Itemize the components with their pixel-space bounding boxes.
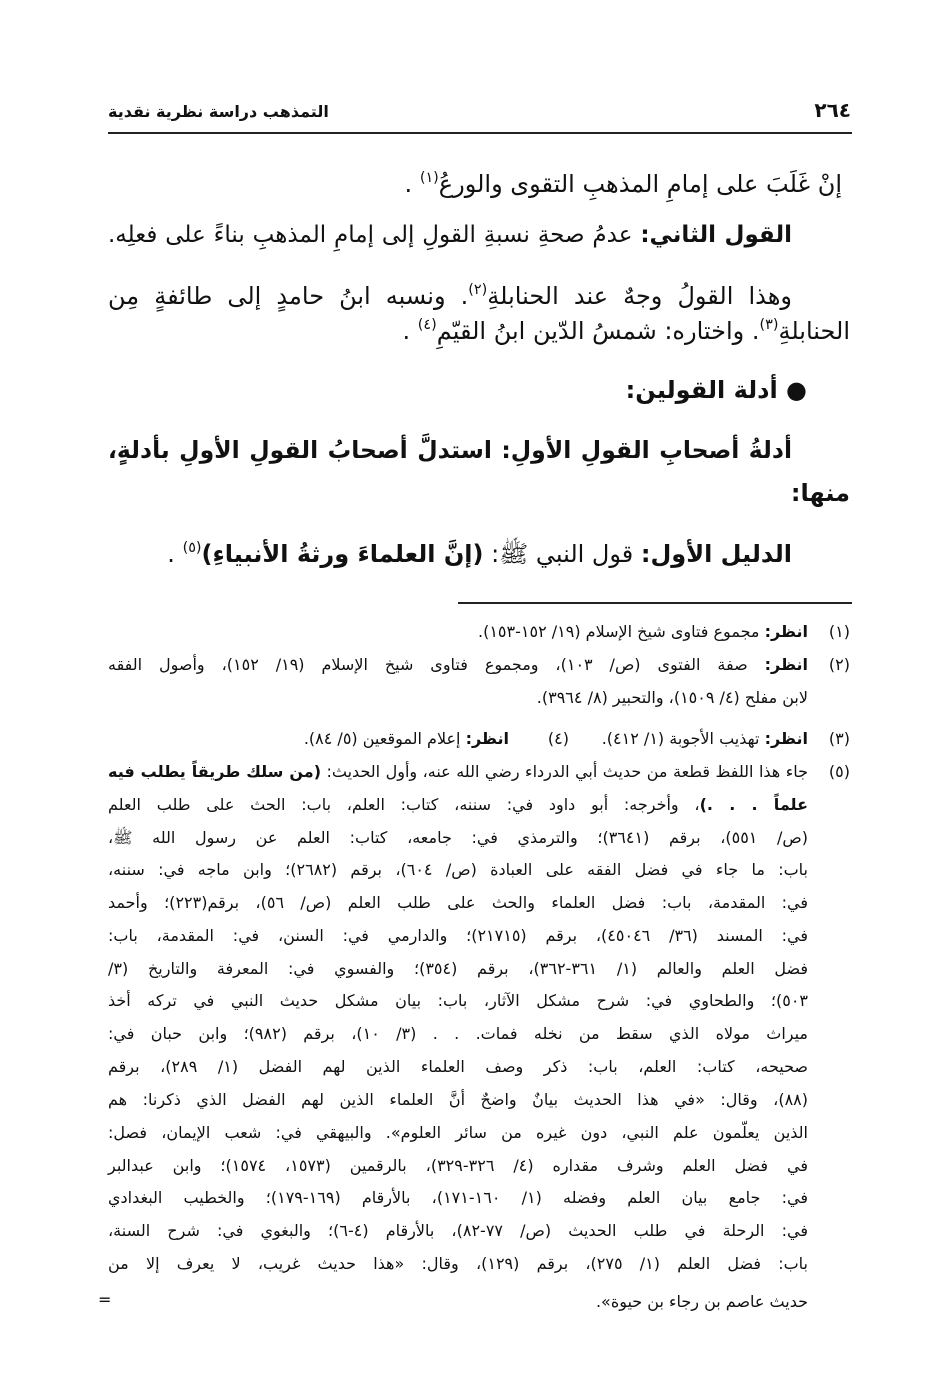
footnote-line [108, 922, 808, 950]
footnote-line [108, 684, 808, 712]
text-segment: . [404, 170, 420, 199]
text-segment: (إنَّ العلماءَ ورثةُ الأنبياءِ) [201, 540, 484, 569]
main-text-line [108, 215, 852, 255]
text-segment: إعلام الموقعين (٥/ ٨٤). [303, 729, 466, 748]
text-segment: انظر: [764, 729, 808, 748]
footnote-line [108, 955, 808, 983]
text-segment: فضل العلم والعالم (١/ ٣٦١-٣٦٢)، برقم (٣٥٤)؛ والفسوي في: المعرفة والتاريخ (٣/ [108, 959, 808, 978]
footnote-line [108, 1152, 808, 1180]
main-text-line [108, 430, 852, 470]
text-segment: مجموع فتاوى شيخ الإسلام (١٩/ ١٥٢-١٥٣). [477, 622, 765, 641]
text-segment: انظر: [764, 655, 809, 674]
running-header-title: التمذهب دراسة نظرية نقدية [108, 102, 329, 121]
text-segment: تهذيب الأجوبة (١/ ٤١٢). [601, 729, 765, 748]
text-segment: في: المسند (٣٦/ ٤٥٠٤٦)، برقم (٢١٧١٥)؛ والدارمي في: السنن، في: المقدمة، باب: [108, 926, 808, 945]
main-text-line [108, 370, 852, 410]
text-segment: ، وأخرجه: أبو داود في: سننه، كتاب: العلم، باب: الحث على طلب العلم [108, 795, 700, 814]
header-rule [108, 132, 852, 134]
text-segment: (٨٨)، وقال: «في هذا الحديث بيانٌ واضحٌ أنَّ العلماء الذين لهم الفضل الذي ذكرنا: هم [108, 1090, 808, 1109]
main-text-line [108, 528, 852, 574]
footnote-line [108, 1053, 808, 1081]
footnote-line [108, 1184, 808, 1212]
continuation-mark: = [98, 1290, 112, 1309]
text-segment: انظر: [764, 622, 808, 641]
footnote-line [108, 856, 808, 884]
text-segment: . [402, 317, 418, 346]
text-segment: القول الثاني: [640, 222, 792, 248]
text-segment: في فضل العلم وشرف مقداره (٤/ ٣٢٦-٣٢٩)، بالرقمين (١٥٧٣، ١٥٧٤)؛ وابن عبدالبر [108, 1156, 808, 1175]
text-segment: وهذا القولُ وجهٌ عند الحنابلةِ [487, 282, 792, 311]
footnote-line [189, 725, 509, 753]
text-segment: . ونسبه ابنُ حامدٍ إلى طائفةٍ مِن [108, 282, 469, 311]
page-number: ٢٦٤ [814, 98, 851, 122]
text-segment: منها: [790, 479, 850, 507]
text-segment: عدمُ صحةِ نسبةِ القولِ إلى إمامِ المذهبِ بناءً على فعلِه. [108, 222, 641, 248]
footnote-number: (٣) [828, 729, 850, 748]
text-segment: إنْ غَلَبَ على إمامِ المذهبِ التقوى والورعُ [438, 170, 842, 199]
footnote-line [108, 758, 808, 786]
text-segment: باب: ما جاء في فضل الفقه على العبادة (ص/ ٦٠٤)، برقم (٢٦٨٢)؛ وابن ماجه في: سننه، [108, 860, 808, 879]
footnote-reference: (٥) [182, 540, 202, 556]
text-segment: (ص/ ٥٥١)، برقم (٣٦٤١)؛ والترمذي في: جامعه، كتاب: العلم عن رسول الله ﷺ، [108, 828, 808, 847]
text-segment: انظر: [465, 729, 509, 748]
footnote-line [108, 618, 808, 646]
text-segment: أدلةُ أصحابِ القولِ الأولِ: استدلَّ أصحابُ القولِ الأولِ بأدلةٍ، [108, 436, 792, 464]
footnote-number: (٥) [828, 762, 850, 781]
text-segment: (من سلك طريقاً يطلب فيه [108, 762, 322, 781]
footnote-line [558, 725, 808, 753]
footnote-line [108, 1086, 808, 1114]
text-segment: باب: فضل العلم (١/ ٢٧٥)، برقم (١٢٩)، وقال: «هذا حديث غريب، لا يعرف إلا من [108, 1254, 809, 1273]
footnote-number: (٢) [828, 655, 850, 674]
footnote-line [108, 791, 808, 819]
footnote-line [108, 889, 808, 917]
text-segment: حديث عاصم بن رجاء بن حيوة». [595, 1292, 808, 1311]
footnote-reference: (٤) [417, 317, 437, 333]
text-segment: ميراث مولاه الذي سقط من نخله فمات. . . (٣/ ١٠)، برقم (٩٨٢)؛ وابن حبان في: [108, 1024, 809, 1043]
footnote-line [108, 1119, 808, 1147]
text-segment: . [167, 540, 183, 569]
main-text-line [108, 473, 852, 513]
text-segment: الحنابلةِ [778, 317, 850, 346]
text-segment: ٥٠٣)؛ والطحاوي في: شرح مشكل الآثار، باب: بيان مشكل حديث النبي في تركه أخذ [108, 991, 808, 1010]
text-segment: جاء هذا اللفظ قطعة من حديث أبي الدرداء رضي الله عنه، وأول الحديث: [321, 762, 809, 781]
text-segment: علماً . . .) [699, 795, 809, 814]
footnote-line [108, 987, 808, 1015]
text-segment: صحيحه، كتاب: العلم، باب: ذكر وصف العلماء الذين لهم الفضل (١/ ٢٨٩)، برقم [108, 1057, 809, 1076]
footnote-line [108, 1288, 808, 1316]
text-segment: لابن مفلح (٤/ ١٥٠٩)، والتحبير (٨/ ٣٩٦٤). [536, 688, 808, 707]
footnote-separator [458, 602, 852, 604]
footnote-line [108, 1020, 808, 1048]
footnote-line [108, 1217, 808, 1245]
main-text-line [108, 158, 852, 204]
footnote-reference: (٣) [759, 317, 779, 333]
main-text-line [108, 305, 852, 351]
text-segment: في: جامع بيان العلم وفضله (١/ ١٦٠-١٧١)، بالأرقام (١٦٩-١٧٩)؛ والخطيب البغدادي [108, 1188, 808, 1207]
footnote-reference: (١) [419, 170, 439, 186]
text-segment: في: الرحلة في طلب الحديث (ص/ ٧٧-٨٢)، بالأرقام (٤-٦)؛ والبغوي في: شرح السنة، [108, 1221, 808, 1240]
footnote-reference: (٢) [468, 282, 488, 298]
text-segment: صفة الفتوى (ص/ ١٠٣)، ومجموع فتاوى شيخ الإسلام (١٩/ ١٥٢)، وأصول الفقه [108, 655, 765, 674]
footnote-line [108, 824, 808, 852]
footnote-line [108, 1250, 808, 1278]
text-segment: . واختاره: شمسُ الدّين ابنُ القيّمِ [436, 317, 760, 346]
text-segment: ● أدلة القولين: [625, 376, 807, 404]
text-segment: الذين يعلّمون علم النبي، دون غيره من سائر العلوم». والبيهقي في: شعب الإيمان، فصل: [108, 1123, 808, 1142]
footnote-line [108, 651, 808, 679]
text-segment: الدليل الأول: [640, 540, 792, 569]
text-segment: قول النبي ﷺ: [483, 540, 641, 569]
text-segment: في: المقدمة، باب: فضل العلماء والحث على طلب العلم (ص/ ٥٦)، برقم(٢٢٣)؛ وأحمد [108, 893, 809, 912]
footnote-number: (١) [828, 622, 850, 641]
footnote-number: (٤) [547, 729, 569, 748]
